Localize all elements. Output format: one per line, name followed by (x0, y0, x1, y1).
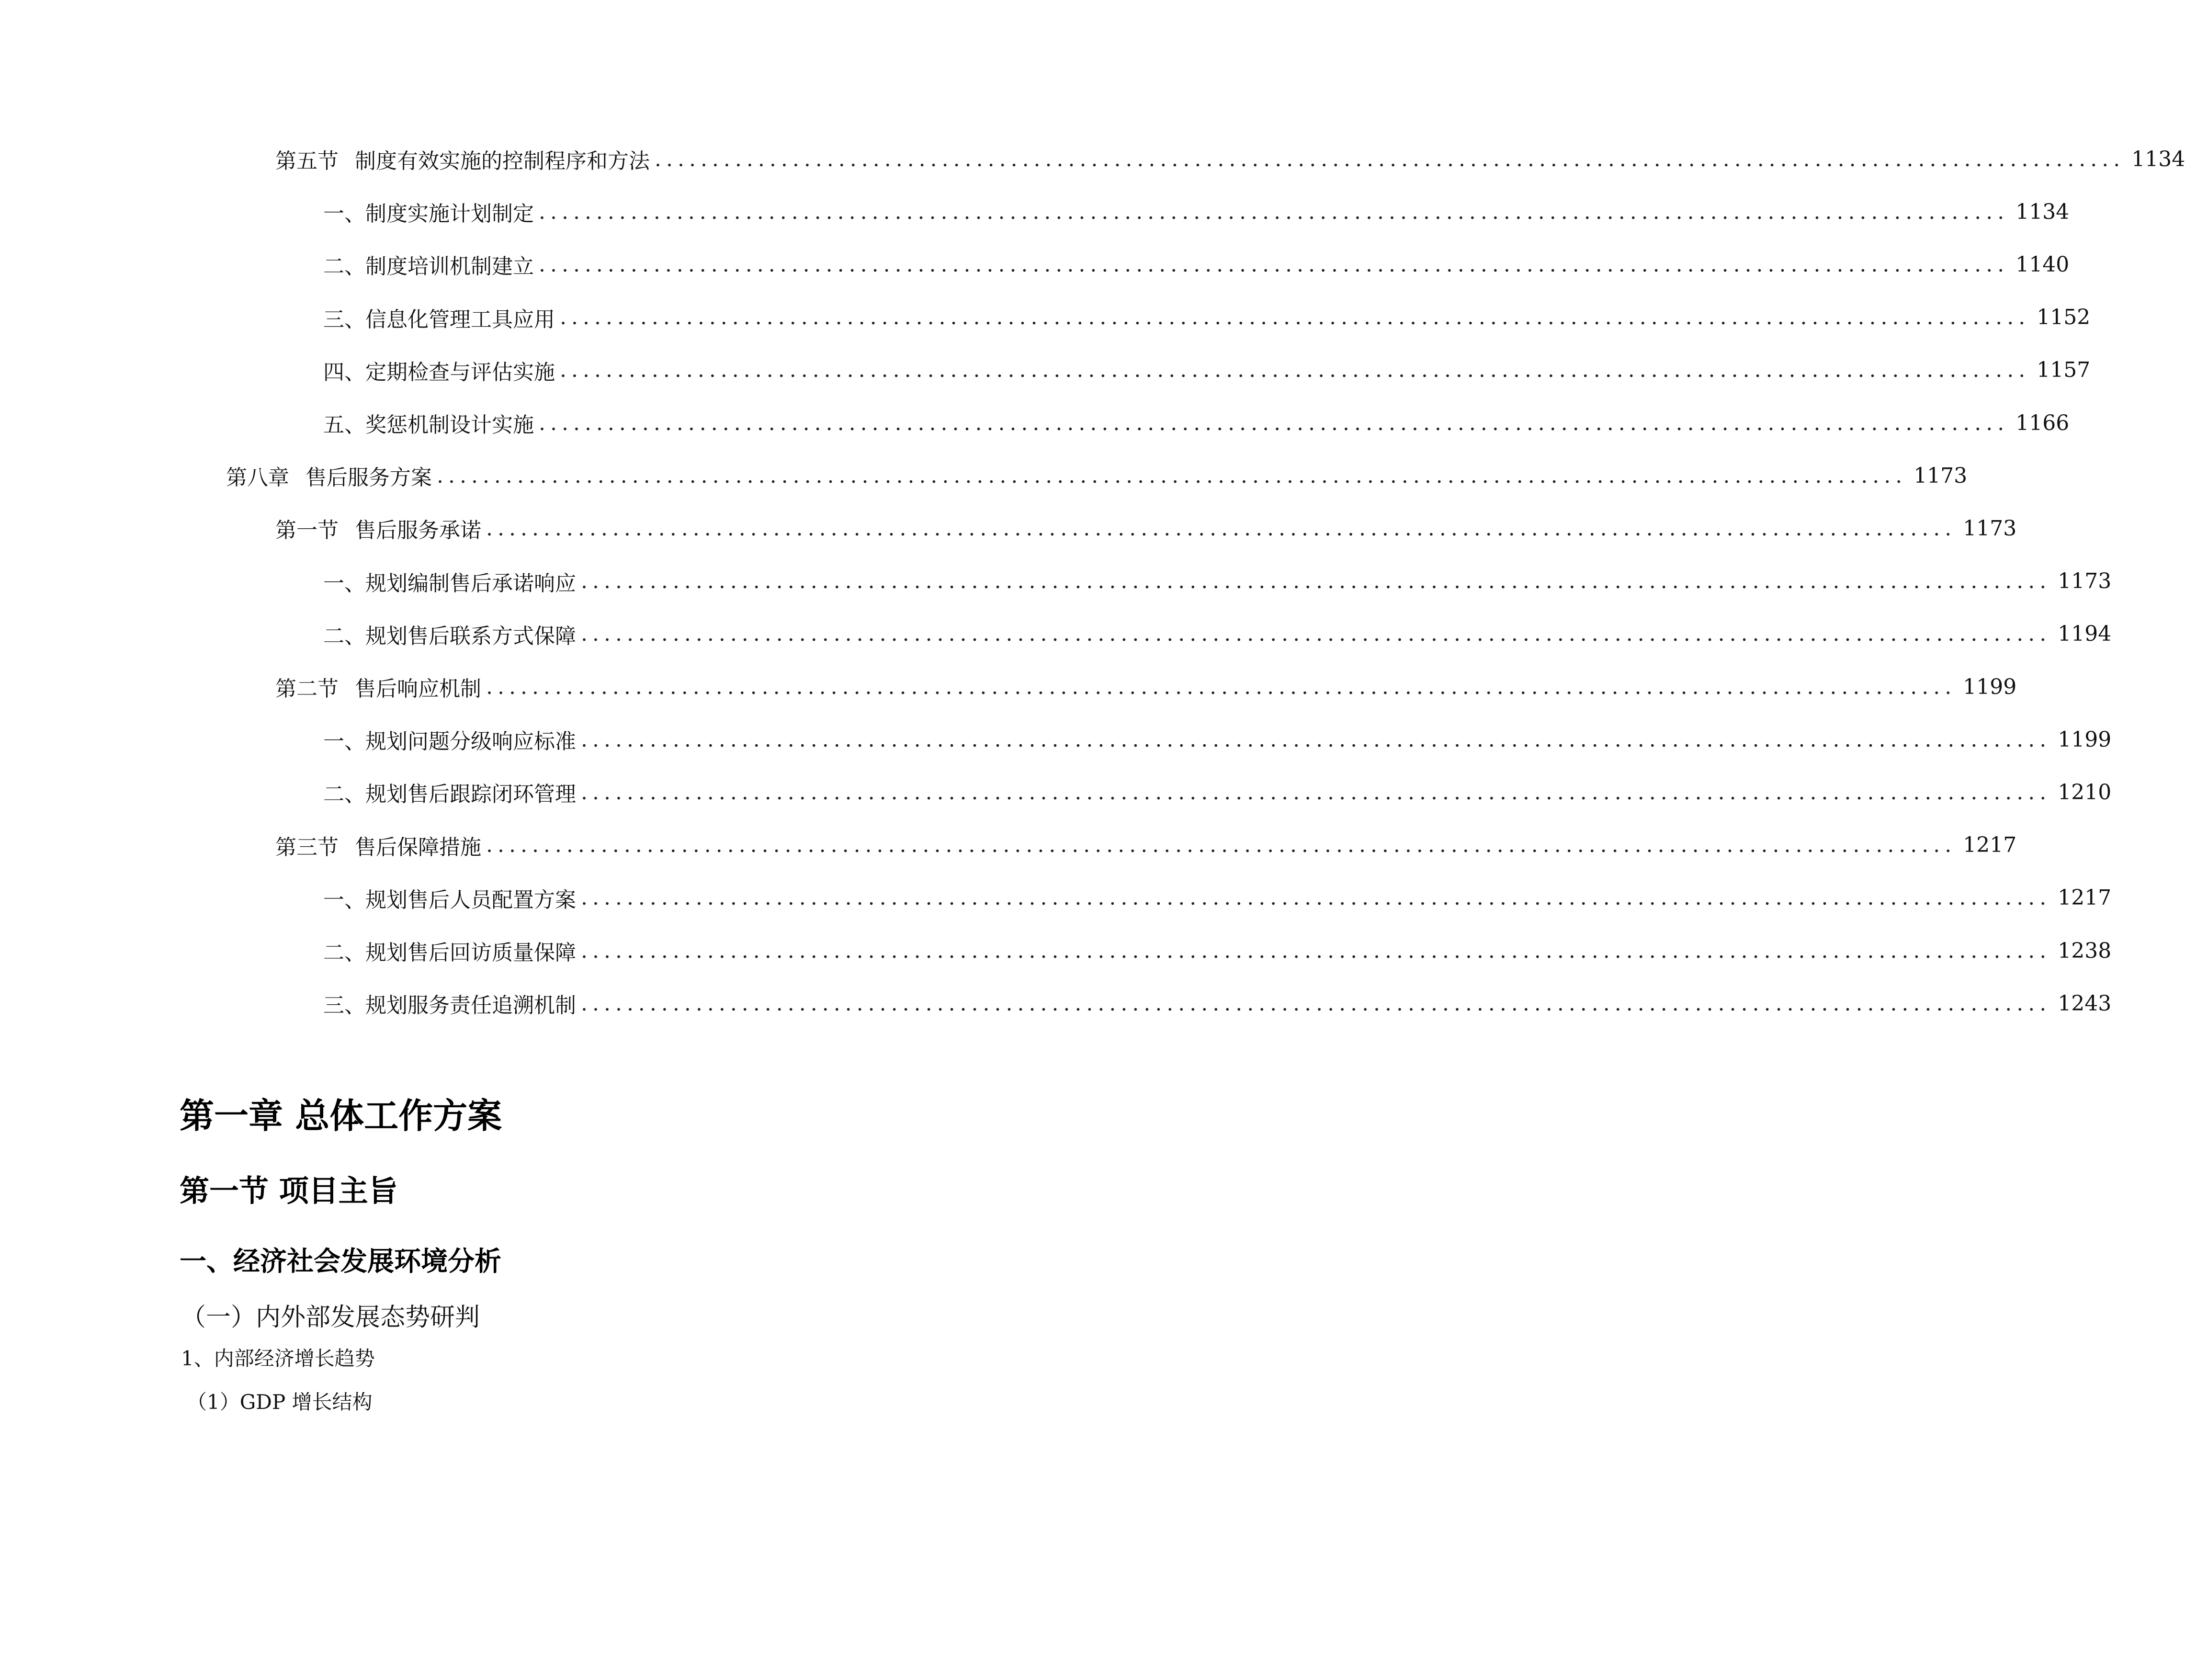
toc-leader-dots: ................................................................................................................................ (581, 727, 2051, 752)
toc-entry-page-number: 1194 (2058, 622, 2112, 647)
toc-entry[interactable] (323, 773, 2112, 811)
toc-entry-number: 一、 (323, 887, 365, 912)
toc-entry-number: 五、 (323, 413, 365, 437)
toc-entry-page-number: 1173 (1963, 516, 2017, 541)
toc-entry-title: 信息化管理工具应用 (365, 307, 555, 332)
toc-entry-page-number: 1238 (2058, 938, 2112, 963)
toc-entry[interactable] (323, 931, 2112, 970)
toc-entry[interactable] (323, 298, 2091, 337)
toc-entry-page-number: 1217 (2058, 885, 2112, 910)
toc-entry-number: 三、 (323, 993, 365, 1018)
toc-entry-page-number: 1134 (2131, 147, 2185, 171)
toc-entry-page-number: 1157 (2037, 358, 2091, 383)
toc-entry[interactable] (323, 351, 2091, 389)
toc-leader-dots: ................................................................................................................................ (581, 622, 2051, 647)
toc-entry-number: 四、 (323, 360, 365, 385)
toc-entry-number: 二、 (323, 941, 365, 965)
toc-entry-title: 制度有效实施的控制程序和方法 (355, 149, 650, 173)
item-heading: 1、内部经济增长趋势 (181, 1347, 375, 1370)
toc-entry-title: 规划售后联系方式保障 (365, 624, 576, 648)
toc-leader-dots: ................................................................................................................................ (486, 833, 1957, 858)
toc-leader-dots: ................................................................................................................................ (486, 674, 1957, 699)
toc-entry-title: 规划售后回访质量保障 (365, 941, 576, 965)
toc-entry[interactable] (323, 879, 2112, 917)
toc-entry-number: 一、 (323, 571, 365, 596)
subitem-heading: （1）GDP 增长结构 (187, 1390, 373, 1414)
toc-entry-number: 第八章 (226, 465, 289, 490)
toc-entry-page-number: 1173 (2058, 569, 2112, 594)
toc-entry-number: 第三节 (275, 835, 339, 860)
toc-entry-title: 规划编制售后承诺响应 (365, 571, 576, 596)
toc-leader-dots: ................................................................................................................................ (437, 463, 1907, 488)
toc-leader-dots: ................................................................................................................................ (655, 147, 2125, 171)
toc-leader-dots: ................................................................................................................................ (581, 991, 2051, 1016)
toc-entry-title: 售后服务方案 (306, 465, 432, 490)
toc-entry-number: 二、 (323, 254, 365, 279)
toc-entry-title: 定期检查与评估实施 (365, 360, 555, 385)
toc-entry[interactable] (323, 615, 2112, 653)
toc-entry-number: 三、 (323, 307, 365, 332)
toc-entry[interactable] (323, 404, 2070, 442)
toc-entry-title: 规划售后跟踪闭环管理 (365, 782, 576, 807)
toc-entry-page-number: 1152 (2037, 305, 2091, 330)
toc-leader-dots: ................................................................................................................................ (581, 780, 2051, 805)
toc-entry-number: 第五节 (275, 149, 339, 173)
toc-entry[interactable] (323, 193, 2070, 231)
toc-entry[interactable] (323, 562, 2112, 601)
toc-entry-page-number: 1199 (1963, 674, 2017, 699)
toc-leader-dots: ................................................................................................................................ (539, 252, 2009, 277)
toc-entry-page-number: 1199 (2058, 727, 2112, 752)
toc-leader-dots: ................................................................................................................................ (581, 885, 2051, 910)
toc-entry-title: 售后响应机制 (355, 677, 481, 701)
toc-leader-dots: ................................................................................................................................ (486, 516, 1957, 541)
toc-leader-dots: ................................................................................................................................ (581, 938, 2051, 963)
toc-leader-dots: ................................................................................................................................ (581, 569, 2051, 594)
toc-entry[interactable] (323, 984, 2112, 1022)
toc-entry-title: 制度实施计划制定 (365, 202, 534, 227)
toc-leader-dots: ................................................................................................................................ (560, 305, 2030, 330)
toc-entry-page-number: 1166 (2015, 410, 2070, 435)
toc-leader-dots: ................................................................................................................................ (560, 358, 2030, 383)
toc-entry-title: 规划问题分级响应标准 (365, 729, 576, 754)
toc-entry[interactable] (323, 720, 2112, 759)
toc-entry-title: 售后保障措施 (355, 835, 481, 860)
toc-entry-title: 奖惩机制设计实施 (365, 413, 534, 437)
toc-entry-title: 规划售后人员配置方案 (365, 887, 576, 912)
toc-entry-page-number: 1243 (2058, 991, 2112, 1016)
toc-entry-title: 售后服务承诺 (355, 518, 481, 543)
toc-entry-page-number: 1217 (1963, 833, 2017, 858)
toc-entry-number: 二、 (323, 782, 365, 807)
toc-entry-title: 制度培训机制建立 (365, 254, 534, 279)
toc-entry-number: 一、 (323, 202, 365, 227)
toc-entry[interactable] (323, 245, 2070, 284)
toc-entry[interactable] (226, 456, 1968, 495)
toc-leader-dots: ................................................................................................................................ (539, 199, 2009, 224)
toc-entry-page-number: 1140 (2015, 252, 2070, 277)
toc-entry-number: 第二节 (275, 677, 339, 701)
toc-entry[interactable] (275, 140, 2185, 178)
toc-entry-title: 规划服务责任追溯机制 (365, 993, 576, 1018)
toc-entry-number: 一、 (323, 729, 365, 754)
toc-entry-page-number: 1173 (1913, 463, 1968, 488)
toc-entry[interactable] (275, 509, 2017, 547)
toc-entry-number: 第一节 (275, 518, 339, 543)
subsection-heading: 一、经济社会发展环境分析 (180, 1246, 501, 1277)
toc-entry[interactable] (275, 826, 2017, 864)
toc-leader-dots: ................................................................................................................................ (539, 410, 2009, 435)
toc-entry-page-number: 1134 (2015, 199, 2070, 224)
toc-entry[interactable] (275, 668, 2017, 706)
chapter-heading: 第一章 总体工作方案 (180, 1096, 502, 1136)
toc-entry-page-number: 1210 (2058, 780, 2112, 805)
section-heading: 第一节 项目主旨 (180, 1173, 398, 1208)
subsubsection-heading: （一）内外部发展态势研判 (181, 1303, 480, 1332)
toc-entry-number: 二、 (323, 624, 365, 648)
